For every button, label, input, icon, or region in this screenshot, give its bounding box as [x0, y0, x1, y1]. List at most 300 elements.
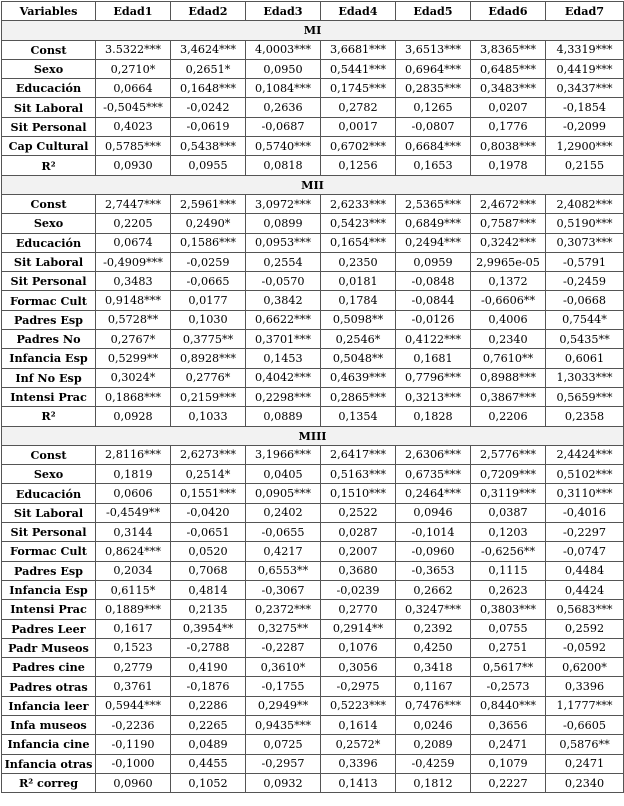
- row-label: Intensi Prac: [2, 600, 96, 619]
- coefficient-cell: 0,1256: [321, 156, 396, 175]
- coefficient-cell: 0,2471: [471, 735, 546, 754]
- coefficient-cell: 0,3867***: [471, 387, 546, 406]
- table-row: [2, 677, 624, 696]
- row-label: Infa museos: [2, 715, 96, 734]
- row-label: Padres Esp: [2, 561, 96, 580]
- table-row: [2, 137, 624, 156]
- coefficient-cell: 2,4424***: [546, 445, 624, 464]
- coefficient-cell: 0,4217: [246, 542, 321, 561]
- coefficient-cell: 0,2135: [171, 600, 246, 619]
- coefficient-cell: 0,1828: [396, 407, 471, 426]
- coefficient-cell: 0,7068: [171, 561, 246, 580]
- row-label: Sexo: [2, 214, 96, 233]
- coefficient-cell: 3.5322***: [96, 40, 171, 59]
- table-row: [2, 638, 624, 657]
- coefficient-cell: 0,8440***: [471, 696, 546, 715]
- coefficient-cell: 0,4023: [96, 117, 171, 136]
- coefficient-cell: 0,7544*: [546, 310, 624, 329]
- table-row: [2, 754, 624, 773]
- coefficient-cell: 0,1617: [96, 619, 171, 638]
- coefficient-cell: 0,1265: [396, 98, 471, 117]
- coefficient-cell: 0,3701***: [246, 330, 321, 349]
- coefficient-cell: 0,0405: [246, 465, 321, 484]
- table-row: [2, 310, 624, 329]
- coefficient-cell: 2,6306***: [396, 445, 471, 464]
- table-row: [2, 619, 624, 638]
- coefficient-cell: 0,0177: [171, 291, 246, 310]
- coefficient-cell: 1,3033***: [546, 368, 624, 387]
- coefficient-cell: 0,4814: [171, 580, 246, 599]
- coefficient-cell: 0,2340: [546, 773, 624, 792]
- coefficient-cell: -0,0126: [396, 310, 471, 329]
- coefficient-cell: 0,7587***: [471, 214, 546, 233]
- coefficient-cell: -0,2957: [246, 754, 321, 773]
- coefficient-cell: 0,2767*: [96, 330, 171, 349]
- coefficient-cell: 0,5740***: [246, 137, 321, 156]
- coefficient-cell: 0,3396: [321, 754, 396, 773]
- table-row: [2, 465, 624, 484]
- coefficient-cell: -0,5045***: [96, 98, 171, 117]
- coefficient-cell: -0,0655: [246, 523, 321, 542]
- coefficient-cell: 0,3242***: [471, 233, 546, 252]
- coefficient-cell: 0,6702***: [321, 137, 396, 156]
- table-row: [2, 40, 624, 59]
- row-label: Const: [2, 40, 96, 59]
- coefficient-cell: 0,4484: [546, 561, 624, 580]
- row-label: Sit Personal: [2, 117, 96, 136]
- coefficient-cell: 0,3437***: [546, 79, 624, 98]
- row-label: Cap Cultural: [2, 137, 96, 156]
- regression-results-table: [1, 1, 624, 793]
- table-row: [2, 194, 624, 213]
- coefficient-cell: 0,2089: [396, 735, 471, 754]
- row-label: Const: [2, 445, 96, 464]
- coefficient-cell: 0,2206: [471, 407, 546, 426]
- coefficient-cell: 0,1084***: [246, 79, 321, 98]
- coefficient-cell: 0,7209***: [471, 465, 546, 484]
- coefficient-cell: 0,2159***: [171, 387, 246, 406]
- coefficient-cell: 0,3803***: [471, 600, 546, 619]
- coefficient-cell: -0,1000: [96, 754, 171, 773]
- coefficient-cell: 0,1653: [396, 156, 471, 175]
- coefficient-cell: 0,3247***: [396, 600, 471, 619]
- coefficient-cell: 0,6735***: [396, 465, 471, 484]
- column-header-edad2: Edad2: [171, 2, 246, 21]
- coefficient-cell: 0,0181: [321, 272, 396, 291]
- coefficient-cell: 0,4419***: [546, 59, 624, 78]
- coefficient-cell: 0,2007: [321, 542, 396, 561]
- coefficient-cell: 2,6273***: [171, 445, 246, 464]
- coefficient-cell: 0,2554: [246, 252, 321, 271]
- coefficient-cell: -0,0747: [546, 542, 624, 561]
- coefficient-cell: 0,3418: [396, 658, 471, 677]
- row-label: Educación: [2, 79, 96, 98]
- table-row: [2, 387, 624, 406]
- coefficient-cell: 0,1819: [96, 465, 171, 484]
- table-row: [2, 542, 624, 561]
- coefficient-cell: 0,1745***: [321, 79, 396, 98]
- section-row-miii: [2, 426, 624, 445]
- coefficient-cell: 0,1681: [396, 349, 471, 368]
- coefficient-cell: 0,9148***: [96, 291, 171, 310]
- coefficient-cell: -0,4016: [546, 503, 624, 522]
- coefficient-cell: -0,0239: [321, 580, 396, 599]
- coefficient-cell: 0,8928***: [171, 349, 246, 368]
- coefficient-cell: 0,0932: [246, 773, 321, 792]
- column-header-edad5: Edad5: [396, 2, 471, 21]
- section-row-mii: [2, 175, 624, 194]
- coefficient-cell: 0,1614: [321, 715, 396, 734]
- table-row: [2, 407, 624, 426]
- coefficient-cell: -0,4909***: [96, 252, 171, 271]
- coefficient-cell: 0,3775**: [171, 330, 246, 349]
- coefficient-cell: 0,0955: [171, 156, 246, 175]
- coefficient-cell: 0,5435**: [546, 330, 624, 349]
- coefficient-cell: 0,2392: [396, 619, 471, 638]
- coefficient-cell: 0,0818: [246, 156, 321, 175]
- coefficient-cell: -0,5791: [546, 252, 624, 271]
- coefficient-cell: 2,8116***: [96, 445, 171, 464]
- table-row: [2, 368, 624, 387]
- table-row: [2, 773, 624, 792]
- coefficient-cell: 0,5438***: [171, 137, 246, 156]
- coefficient-cell: 0,5785***: [96, 137, 171, 156]
- table-row: [2, 349, 624, 368]
- coefficient-cell: 0,5683***: [546, 600, 624, 619]
- coefficient-cell: -0,2236: [96, 715, 171, 734]
- coefficient-cell: 0,2651*: [171, 59, 246, 78]
- coefficient-cell: 2,5776***: [471, 445, 546, 464]
- coefficient-cell: 0,3073***: [546, 233, 624, 252]
- coefficient-cell: 0,2710*: [96, 59, 171, 78]
- row-label: Sexo: [2, 465, 96, 484]
- coefficient-cell: 0,1812: [396, 773, 471, 792]
- coefficient-cell: 0,1523: [96, 638, 171, 657]
- coefficient-cell: 0,3610*: [246, 658, 321, 677]
- coefficient-cell: 3,8365***: [471, 40, 546, 59]
- row-label: Formac Cult: [2, 291, 96, 310]
- coefficient-cell: 0,2865***: [321, 387, 396, 406]
- coefficient-cell: -0,0807: [396, 117, 471, 136]
- coefficient-cell: 0,2227: [471, 773, 546, 792]
- coefficient-cell: 2,9965e-05: [471, 252, 546, 271]
- coefficient-cell: 0,5299**: [96, 349, 171, 368]
- coefficient-cell: 0,2779: [96, 658, 171, 677]
- coefficient-cell: -0,2287: [246, 638, 321, 657]
- row-label: Sit Laboral: [2, 252, 96, 271]
- coefficient-cell: 0,1030: [171, 310, 246, 329]
- coefficient-cell: 0,0928: [96, 407, 171, 426]
- coefficient-cell: 0,2662: [396, 580, 471, 599]
- coefficient-cell: 0,0755: [471, 619, 546, 638]
- coefficient-cell: -0,0665: [171, 272, 246, 291]
- coefficient-cell: -0,0259: [171, 252, 246, 271]
- row-label: Sit Laboral: [2, 98, 96, 117]
- coefficient-cell: -0,4549**: [96, 503, 171, 522]
- coefficient-cell: 0,0387: [471, 503, 546, 522]
- row-label: Infancia otras: [2, 754, 96, 773]
- table-row: [2, 79, 624, 98]
- coefficient-cell: 0,1648***: [171, 79, 246, 98]
- coefficient-cell: 0,1889***: [96, 600, 171, 619]
- coefficient-cell: 0,3954**: [171, 619, 246, 638]
- coefficient-cell: 0,1654***: [321, 233, 396, 252]
- coefficient-cell: -0,3653: [396, 561, 471, 580]
- coefficient-cell: 0,4424: [546, 580, 624, 599]
- row-label: Infancia cine: [2, 735, 96, 754]
- coefficient-cell: 2,6417***: [321, 445, 396, 464]
- coefficient-cell: -0,2788: [171, 638, 246, 657]
- coefficient-cell: 0,1586***: [171, 233, 246, 252]
- coefficient-cell: 0,2623: [471, 580, 546, 599]
- row-label: Padres No: [2, 330, 96, 349]
- row-label: Infancia Esp: [2, 580, 96, 599]
- row-label: Intensi Prac: [2, 387, 96, 406]
- coefficient-cell: 0,5423***: [321, 214, 396, 233]
- coefficient-cell: 0,1776: [471, 117, 546, 136]
- table-row: [2, 484, 624, 503]
- coefficient-cell: 0,5098**: [321, 310, 396, 329]
- coefficient-cell: 0,0930: [96, 156, 171, 175]
- coefficient-cell: 0,1551***: [171, 484, 246, 503]
- row-label: Sit Personal: [2, 272, 96, 291]
- coefficient-cell: 0,6964***: [396, 59, 471, 78]
- coefficient-cell: 0,2494***: [396, 233, 471, 252]
- section-title: MII: [2, 175, 624, 194]
- coefficient-cell: 0,3056: [321, 658, 396, 677]
- coefficient-cell: 0,3144: [96, 523, 171, 542]
- row-label: R² correg: [2, 773, 96, 792]
- coefficient-cell: -0,0651: [171, 523, 246, 542]
- coefficient-cell: -0,0960: [396, 542, 471, 561]
- table-row: [2, 156, 624, 175]
- row-label: Sit Personal: [2, 523, 96, 542]
- coefficient-cell: 0,0674: [96, 233, 171, 252]
- coefficient-cell: 0,2402: [246, 503, 321, 522]
- coefficient-cell: 0,1052: [171, 773, 246, 792]
- coefficient-cell: 0,2592: [546, 619, 624, 638]
- coefficient-cell: 0,1784: [321, 291, 396, 310]
- coefficient-cell: 0,0960: [96, 773, 171, 792]
- coefficient-cell: 0,2949**: [246, 696, 321, 715]
- coefficient-cell: 0,3656: [471, 715, 546, 734]
- coefficient-cell: 0,1203: [471, 523, 546, 542]
- row-label: Padres otras: [2, 677, 96, 696]
- coefficient-cell: 0,1453: [246, 349, 321, 368]
- row-label: Educación: [2, 233, 96, 252]
- coefficient-cell: 0,1372: [471, 272, 546, 291]
- coefficient-cell: 4,3319***: [546, 40, 624, 59]
- coefficient-cell: 0,1076: [321, 638, 396, 657]
- coefficient-cell: 0,4639***: [321, 368, 396, 387]
- coefficient-cell: 0,6061: [546, 349, 624, 368]
- coefficient-cell: 0,1868***: [96, 387, 171, 406]
- table-row: [2, 214, 624, 233]
- coefficient-cell: 0,5441***: [321, 59, 396, 78]
- table-row: [2, 330, 624, 349]
- coefficient-cell: 0,6622***: [246, 310, 321, 329]
- coefficient-cell: -0,2297: [546, 523, 624, 542]
- table-row: [2, 523, 624, 542]
- coefficient-cell: 0,4455: [171, 754, 246, 773]
- row-label: Infancia leer: [2, 696, 96, 715]
- coefficient-cell: 0,3213***: [396, 387, 471, 406]
- row-label: Educación: [2, 484, 96, 503]
- coefficient-cell: 0,2471: [546, 754, 624, 773]
- row-label: Inf No Esp: [2, 368, 96, 387]
- coefficient-cell: 0,1033: [171, 407, 246, 426]
- coefficient-cell: -0,0570: [246, 272, 321, 291]
- coefficient-cell: 0,4042***: [246, 368, 321, 387]
- coefficient-cell: -0,2975: [321, 677, 396, 696]
- coefficient-cell: 0,5944***: [96, 696, 171, 715]
- coefficient-cell: 0,6485***: [471, 59, 546, 78]
- coefficient-cell: 0,5223***: [321, 696, 396, 715]
- coefficient-cell: -0,0592: [546, 638, 624, 657]
- coefficient-cell: 0,1978: [471, 156, 546, 175]
- coefficient-cell: -0,0619: [171, 117, 246, 136]
- row-label: Padr Museos: [2, 638, 96, 657]
- coefficient-cell: 0,2546*: [321, 330, 396, 349]
- coefficient-cell: -0,0848: [396, 272, 471, 291]
- coefficient-cell: 1,2900***: [546, 137, 624, 156]
- coefficient-cell: -0,6256**: [471, 542, 546, 561]
- coefficient-cell: 0,2514*: [171, 465, 246, 484]
- section-title: MIII: [2, 426, 624, 445]
- coefficient-cell: 0,2522: [321, 503, 396, 522]
- coefficient-cell: 1,1777***: [546, 696, 624, 715]
- coefficient-cell: 0,0017: [321, 117, 396, 136]
- column-header-edad7: Edad7: [546, 2, 624, 21]
- table-row: [2, 252, 624, 271]
- coefficient-cell: 0,5190***: [546, 214, 624, 233]
- coefficient-cell: -0,1876: [171, 677, 246, 696]
- coefficient-cell: 0,2155: [546, 156, 624, 175]
- coefficient-cell: 0,4006: [471, 310, 546, 329]
- coefficient-cell: 0,0520: [171, 542, 246, 561]
- coefficient-cell: -0,0687: [246, 117, 321, 136]
- table-row: [2, 658, 624, 677]
- section-row-mi: [2, 21, 624, 40]
- row-label: Sit Laboral: [2, 503, 96, 522]
- coefficient-cell: 2,6233***: [321, 194, 396, 213]
- coefficient-cell: -0,0420: [171, 503, 246, 522]
- table-row: [2, 715, 624, 734]
- coefficient-cell: 0,0606: [96, 484, 171, 503]
- coefficient-cell: 2,7447***: [96, 194, 171, 213]
- coefficient-cell: 0,3119***: [471, 484, 546, 503]
- table-row: [2, 98, 624, 117]
- coefficient-cell: 0,0959: [396, 252, 471, 271]
- coefficient-cell: 0,0953***: [246, 233, 321, 252]
- coefficient-cell: 0,0207: [471, 98, 546, 117]
- coefficient-cell: 0,0946: [396, 503, 471, 522]
- coefficient-cell: 0,9435***: [246, 715, 321, 734]
- row-label: R²: [2, 407, 96, 426]
- row-label: Padres Esp: [2, 310, 96, 329]
- coefficient-cell: 0,7796***: [396, 368, 471, 387]
- column-header-edad4: Edad4: [321, 2, 396, 21]
- coefficient-cell: 2,5365***: [396, 194, 471, 213]
- coefficient-cell: 0,5048**: [321, 349, 396, 368]
- coefficient-cell: 0,3275**: [246, 619, 321, 638]
- coefficient-cell: 3,4624***: [171, 40, 246, 59]
- table-row: [2, 696, 624, 715]
- coefficient-cell: 0,2464***: [396, 484, 471, 503]
- table-row: [2, 561, 624, 580]
- coefficient-cell: 0,2350: [321, 252, 396, 271]
- column-header-edad3: Edad3: [246, 2, 321, 21]
- coefficient-cell: 0,2782: [321, 98, 396, 117]
- coefficient-cell: 0,5163***: [321, 465, 396, 484]
- coefficient-cell: 0,2636: [246, 98, 321, 117]
- coefficient-cell: 0,3483***: [471, 79, 546, 98]
- coefficient-cell: 3,6681***: [321, 40, 396, 59]
- coefficient-cell: -0,3067: [246, 580, 321, 599]
- coefficient-cell: 0,2914**: [321, 619, 396, 638]
- coefficient-cell: -0,0844: [396, 291, 471, 310]
- coefficient-cell: 0,2372***: [246, 600, 321, 619]
- coefficient-cell: 0,5102***: [546, 465, 624, 484]
- coefficient-cell: -0,1014: [396, 523, 471, 542]
- row-label: Formac Cult: [2, 542, 96, 561]
- column-header-edad6: Edad6: [471, 2, 546, 21]
- coefficient-cell: 0,1115: [471, 561, 546, 580]
- coefficient-cell: 0,0950: [246, 59, 321, 78]
- coefficient-cell: 0,4250: [396, 638, 471, 657]
- coefficient-cell: 0,6115*: [96, 580, 171, 599]
- coefficient-cell: 0,7476***: [396, 696, 471, 715]
- coefficient-cell: 0,3024*: [96, 368, 171, 387]
- table-row: [2, 233, 624, 252]
- coefficient-cell: 0,7610**: [471, 349, 546, 368]
- coefficient-cell: 0,2034: [96, 561, 171, 580]
- coefficient-cell: 0,2286: [171, 696, 246, 715]
- coefficient-cell: 0,2751: [471, 638, 546, 657]
- coefficient-cell: -0,4259: [396, 754, 471, 773]
- coefficient-cell: 2,4672***: [471, 194, 546, 213]
- coefficient-cell: 0,2490*: [171, 214, 246, 233]
- coefficient-cell: -0,2459: [546, 272, 624, 291]
- row-label: Padres cine: [2, 658, 96, 677]
- coefficient-cell: 0,3483: [96, 272, 171, 291]
- coefficient-cell: 3,6513***: [396, 40, 471, 59]
- coefficient-cell: 0,2770: [321, 600, 396, 619]
- section-title: MI: [2, 21, 624, 40]
- coefficient-cell: 0,4190: [171, 658, 246, 677]
- coefficient-cell: 3,1966***: [246, 445, 321, 464]
- coefficient-cell: 0,1354: [321, 407, 396, 426]
- header-row: [2, 2, 624, 21]
- table-header: [2, 2, 624, 21]
- coefficient-cell: 0,1167: [396, 677, 471, 696]
- coefficient-cell: 0,3396: [546, 677, 624, 696]
- coefficient-cell: 0,2358: [546, 407, 624, 426]
- coefficient-cell: 0,1413: [321, 773, 396, 792]
- coefficient-cell: -0,6606**: [471, 291, 546, 310]
- coefficient-cell: 0,0889: [246, 407, 321, 426]
- coefficient-cell: 0,6684***: [396, 137, 471, 156]
- row-label: Padres Leer: [2, 619, 96, 638]
- coefficient-cell: 0,6553**: [246, 561, 321, 580]
- coefficient-cell: 2,4082***: [546, 194, 624, 213]
- coefficient-cell: 0,1079: [471, 754, 546, 773]
- coefficient-cell: 0,3761: [96, 677, 171, 696]
- coefficient-cell: 0,2298***: [246, 387, 321, 406]
- coefficient-cell: 0,4122***: [396, 330, 471, 349]
- coefficient-cell: 0,0287: [321, 523, 396, 542]
- coefficient-cell: -0,1755: [246, 677, 321, 696]
